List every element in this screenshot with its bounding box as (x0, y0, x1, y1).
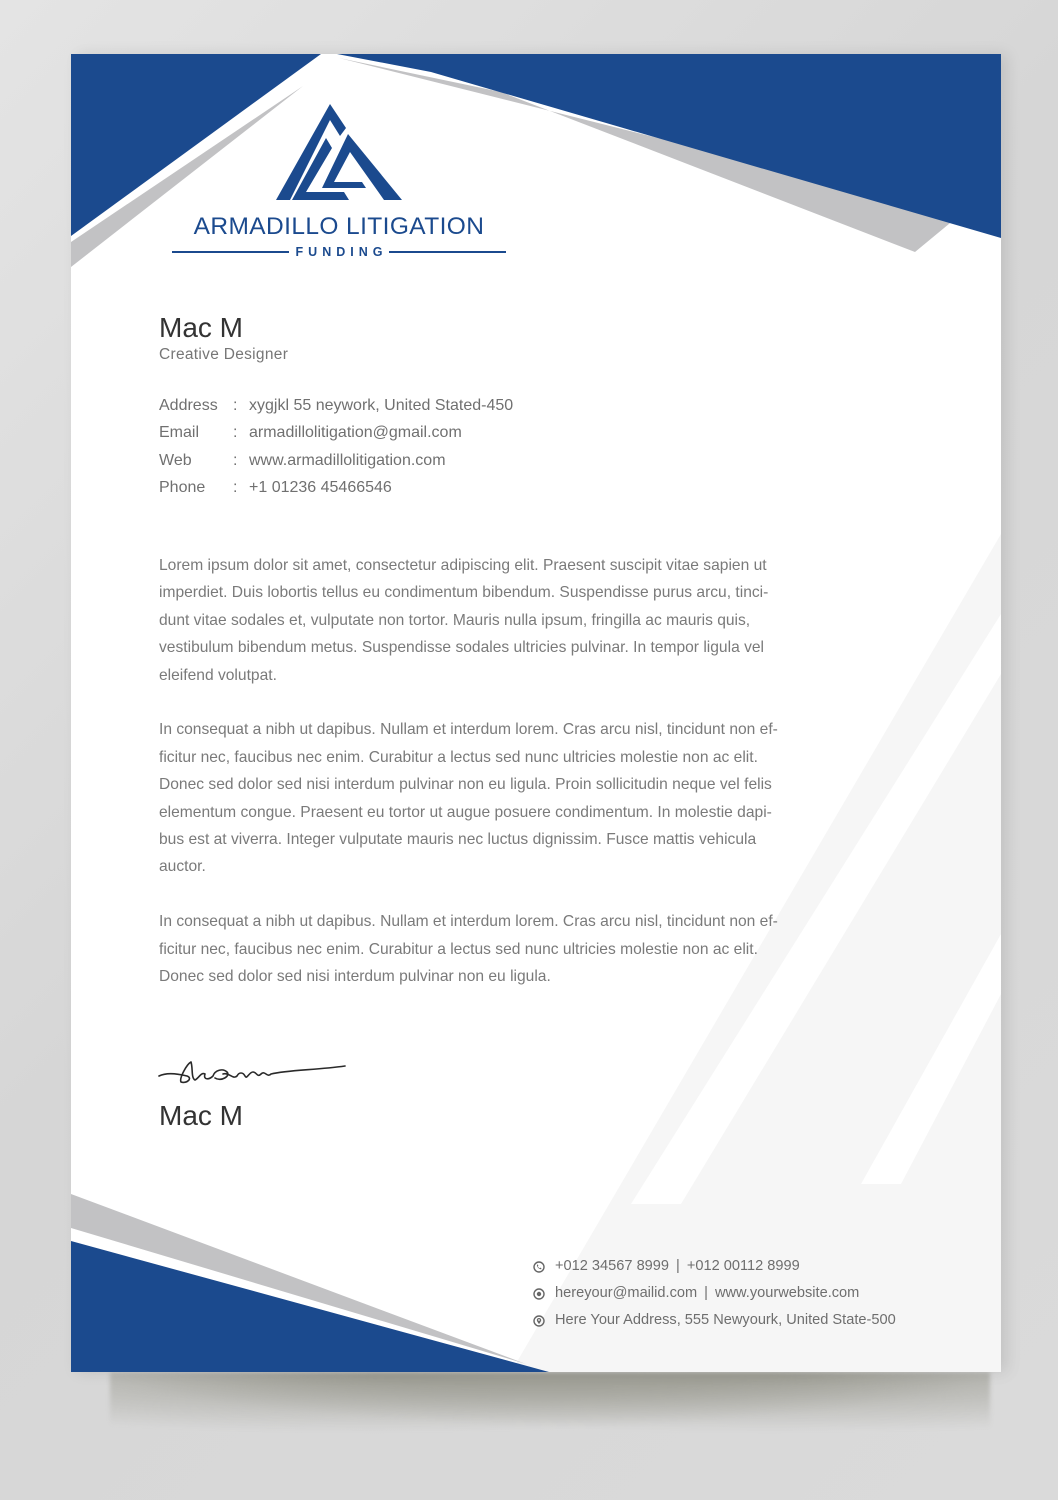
body-line: imperdiet. Duis lobortis tellus eu condimentum bibendum. Suspendisse purus arcu, tinci- (159, 584, 769, 602)
footer-phone-1: +012 34567 8999 (555, 1258, 670, 1274)
closing-name: Mac M (159, 1100, 243, 1131)
contact-value-address: xygjkl 55 neywork, United Stated-450 (249, 397, 514, 414)
body-line: elementum congue. Praesent eu tortor ut augue posuere condimentum. In molestie dapi- (159, 803, 772, 821)
footer-email-row (533, 1280, 896, 1307)
mail-circle-icon (533, 1288, 545, 1300)
contact-separator: : (233, 478, 238, 496)
contact-separator: : (233, 397, 238, 414)
brand-tagline-row (172, 244, 506, 260)
body-paragraph (159, 908, 939, 990)
footer-separator: | (676, 1258, 680, 1274)
body-line: eleifend volutpat. (159, 666, 277, 684)
body-line: In consequat a nibh ut dapibus. Nullam et interdum lorem. Cras arcu nisl, tincidunt non ef- (159, 721, 778, 739)
body-line: Lorem ipsum dolor sit amet, consectetur adipiscing elit. Praesent suscipit vitae sapien ut (159, 557, 767, 574)
body-line: Donec sed dolor sed nisi interdum pulvinar non eu ligula. (159, 968, 551, 986)
footer-address-row (533, 1307, 896, 1334)
body-paragraph (159, 552, 939, 689)
contact-block (159, 392, 513, 501)
sender-role: Creative Designer (159, 346, 289, 363)
bottom-left-blue-wedge (71, 1241, 549, 1372)
footer-address: Here Your Address, 555 Newyourk, United State-500 (555, 1312, 896, 1328)
body-line: vestibulum bibendum metus. Suspendisse sodales ultricies pulvinar. In tempor ligula vel (159, 639, 765, 657)
contact-row-web (159, 447, 513, 474)
contact-row-phone (159, 474, 513, 501)
letterhead-page (71, 54, 1001, 1372)
contact-label: Address (159, 397, 218, 414)
footer-email[interactable]: hereyour@mailid.com (555, 1285, 698, 1301)
contact-value-web[interactable]: www.armadillolitigation.com (249, 451, 446, 469)
tagline-rule-left (172, 251, 289, 253)
handwritten-signature-icon (157, 1054, 349, 1090)
footer-phone-row (533, 1253, 896, 1280)
contact-value-email[interactable]: armadillolitigation@gmail.com (249, 424, 462, 442)
body-line: Donec sed dolor sed nisi interdum pulvinar non eu ligula. Proin sollicitudin neque vel felis (159, 776, 772, 794)
contact-label: Web (159, 451, 192, 469)
body-paragraph (159, 716, 939, 880)
contact-label: Email (159, 424, 200, 442)
brand-tagline: FUNDING (295, 245, 388, 259)
body-line: auctor. (159, 858, 206, 876)
body-line: In consequat a nibh ut dapibus. Nullam et interdum lorem. Cras arcu nisl, tincidunt non ef- (159, 913, 778, 931)
letter-body (159, 552, 939, 1018)
page-shadow (110, 1372, 990, 1432)
contact-separator: : (233, 451, 238, 469)
contact-separator: : (233, 424, 238, 442)
contact-row-email (159, 419, 513, 446)
phone-circle-icon (533, 1261, 545, 1273)
body-line: bus est at viverra. Integer vulputate mauris nec luctus dignissim. Fusce mattis vehicula (159, 831, 757, 849)
contact-row-address (159, 392, 513, 419)
body-line: ficitur nec, faucibus nec enim. Curabitur a lectus sed nunc ultricies molestie non ac elit. (159, 940, 758, 958)
footer-website[interactable]: www.yourwebsite.com (714, 1285, 860, 1301)
tagline-rule-right (389, 251, 506, 253)
location-pin-icon (533, 1315, 545, 1327)
body-line: dunt vitae sodales et, vulputate non tortor. Mauris nulla ipsum, fringilla ac mauris quis, (159, 611, 751, 629)
triangle-mountain-logo-icon (276, 104, 402, 200)
brand-name: ARMADILLO LITIGATION (193, 213, 485, 240)
contact-value-phone: +1 01236 45466546 (249, 478, 392, 496)
contact-label: Phone (159, 478, 206, 496)
footer-phone-2: +012 00112 8999 (686, 1258, 800, 1274)
sender-name: Mac M (159, 312, 243, 343)
footer-separator: | (704, 1285, 708, 1301)
footer-contact (533, 1253, 896, 1334)
body-line: ficitur nec, faucibus nec enim. Curabitur a lectus sed nunc ultricies molestie non ac elit. (159, 748, 758, 766)
